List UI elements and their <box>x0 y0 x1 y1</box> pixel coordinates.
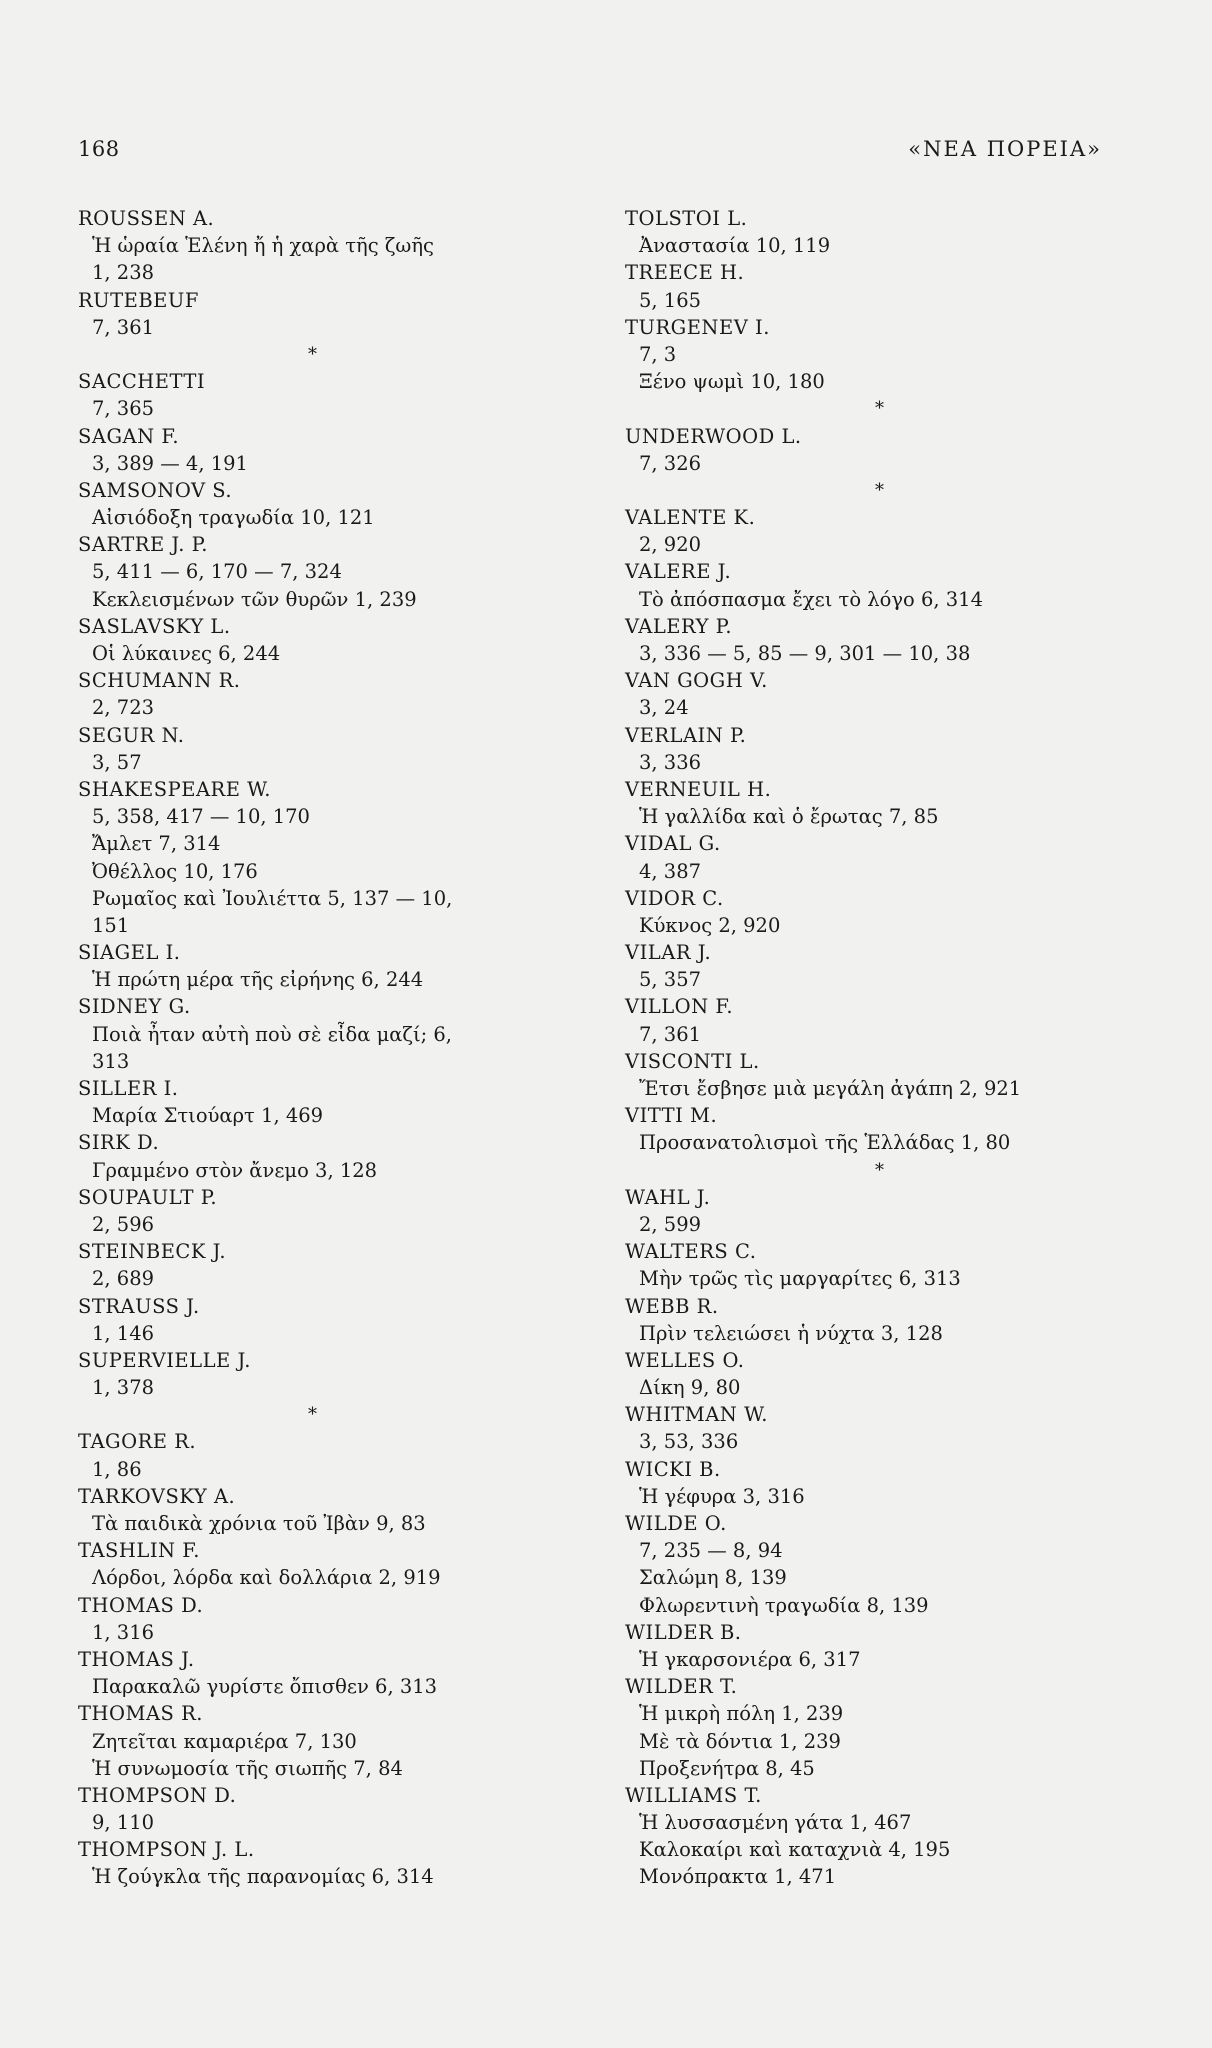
index-entry: 1, 378 <box>92 1376 155 1400</box>
index-entry: Ξένο ψωμὶ 10, 180 <box>639 370 825 394</box>
index-author: VALENTE K. <box>625 506 756 530</box>
index-entry: 3, 57 <box>92 750 142 774</box>
index-entry: 3, 336 — 5, 85 — 9, 301 — 10, 38 <box>639 642 971 665</box>
index-entry: Ἡ λυσσασμένη γάτα 1, 467 <box>639 1811 912 1835</box>
index-entry: 7, 326 <box>639 451 702 475</box>
index-entry: Ρωμαῖος καὶ Ἰουλιέττα 5, 137 — 10, <box>92 886 453 910</box>
index-entry: 1, 146 <box>92 1321 155 1345</box>
index-entry: 7, 235 — 8, 94 <box>639 1539 783 1563</box>
index-entry: Λόρδοι, λόρδα καὶ δολλάρια 2, 919 <box>92 1566 441 1590</box>
index-entry: 7, 361 <box>92 315 155 339</box>
index-author: THOMPSON J. L. <box>78 1838 255 1862</box>
index-author: VERNEUIL H. <box>625 777 772 801</box>
index-entry: 1, 238 <box>92 261 155 285</box>
index-author: SAGAN F. <box>78 424 180 448</box>
index-entry: Δίκη 9, 80 <box>639 1376 741 1400</box>
page-number: 168 <box>78 137 120 161</box>
index-entry: Ἡ συνωμοσία τῆς σιωπῆς 7, 84 <box>92 1756 403 1780</box>
index-author: THOMPSON D. <box>78 1783 237 1807</box>
index-entry: Πρὶν τελειώσει ἡ νύχτα 3, 128 <box>639 1321 943 1345</box>
index-author: WELLES O. <box>625 1348 745 1372</box>
index-author: VALERE J. <box>625 560 732 584</box>
index-author: SEGUR N. <box>78 723 185 747</box>
index-author: THOMAS R. <box>78 1702 203 1726</box>
index-author: SHAKESPEARE W. <box>78 777 271 801</box>
index-author: STEINBECK J. <box>78 1240 227 1264</box>
index-entry: 2, 599 <box>639 1212 702 1236</box>
index-entry: Ἡ ζούγκλα τῆς παρανομίας 6, 314 <box>92 1865 434 1889</box>
index-entry: Μὴν τρῶς τὶς μαργαρίτες 6, 313 <box>639 1267 961 1291</box>
index-author: WILDE O. <box>625 1512 727 1535</box>
index-entry: Ἄμλετ 7, 314 <box>92 832 221 856</box>
index-author: TASHLIN F. <box>78 1539 200 1563</box>
index-entry: Μαρία Στιούαρτ 1, 469 <box>92 1104 324 1128</box>
index-entry: Ἔτσι ἔσβησε μιὰ μεγάλη ἀγάπη 2, 921 <box>639 1077 1022 1100</box>
index-entry: 3, 53, 336 <box>639 1430 739 1454</box>
index-entry: 5, 165 <box>639 288 702 312</box>
index-entry: 7, 3 <box>639 342 677 366</box>
index-entry: Ἡ ὡραία Ἑλένη ἤ ἡ χαρὰ τῆς ζωῆς <box>92 234 434 258</box>
index-entry: 2, 920 <box>639 533 702 557</box>
index-author: TREECE H. <box>625 261 745 285</box>
index-author: SIRK D. <box>78 1131 160 1155</box>
journal-title: «ΝΕΑ ΠΟΡΕΙΑ» <box>908 137 1102 161</box>
index-entry: 2, 723 <box>92 696 155 720</box>
index-entry: Προσανατολισμοὶ τῆς Ἑλλάδας 1, 80 <box>639 1131 1011 1155</box>
index-entry: Οἱ λύκαινες 6, 244 <box>92 642 281 665</box>
index-author: RUTEBEUF <box>78 288 199 312</box>
index-author: WEBB R. <box>625 1294 719 1318</box>
index-author: VALERY P. <box>625 614 733 638</box>
index-entry: Κύκνος 2, 920 <box>639 913 781 937</box>
index-entry: Αἰσιόδοξη τραγωδία 10, 121 <box>92 506 375 530</box>
index-entry: Μονόπρακτα 1, 471 <box>639 1865 837 1889</box>
index-entry: 151 <box>92 913 130 937</box>
index-entry: 9, 110 <box>92 1811 155 1835</box>
index-author: SIAGEL I. <box>78 941 181 965</box>
index-entry: Ὀθέλλος 10, 176 <box>92 859 258 883</box>
index-entry: Ἀναστασία 10, 119 <box>639 234 831 258</box>
index-author: WILDER B. <box>625 1620 742 1644</box>
index-entry: Ἡ γαλλίδα καὶ ὁ ἔρωτας 7, 85 <box>639 805 939 829</box>
index-author: WALTERS C. <box>625 1240 757 1264</box>
index-entry: Παρακαλῶ γυρίστε ὄπισθεν 6, 313 <box>92 1675 438 1699</box>
index-entry: Κεκλεισμένων τῶν θυρῶν 1, 239 <box>92 587 417 611</box>
index-entry: 2, 689 <box>92 1267 155 1291</box>
index-author: TURGENEV I. <box>625 315 770 339</box>
index-entry: 7, 361 <box>639 1022 702 1046</box>
index-entry: Σαλώμη 8, 139 <box>639 1566 787 1590</box>
index-entry: 1, 86 <box>92 1457 142 1481</box>
index-author: VIDOR C. <box>625 886 724 910</box>
index-entry: Ἡ γκαρσονιέρα 6, 317 <box>639 1647 861 1671</box>
index-author: SUPERVIELLE J. <box>78 1348 251 1372</box>
index-author: ROUSSEN A. <box>78 207 215 230</box>
index-author: VILAR J. <box>625 941 712 965</box>
index-author: UNDERWOOD L. <box>625 424 802 448</box>
index-author: VAN GOGH V. <box>625 669 768 693</box>
page-header <box>78 137 1102 171</box>
index-column-left <box>78 205 598 1891</box>
section-separator: * <box>308 1404 317 1426</box>
index-entry: Γραμμένο στὸν ἄνεμο 3, 128 <box>92 1158 378 1182</box>
index-author: SOUPAULT P. <box>78 1185 218 1209</box>
index-author: SASLAVSKY L. <box>78 614 231 638</box>
index-column-right <box>625 205 1145 1891</box>
index-author: SCHUMANN R. <box>78 669 241 693</box>
index-entry: Μὲ τὰ δόντια 1, 239 <box>639 1729 841 1753</box>
section-separator: * <box>875 1159 884 1181</box>
index-author: SIDNEY G. <box>78 995 191 1019</box>
index-author: TOLSTOI L. <box>625 207 748 230</box>
index-entry: 3, 24 <box>639 696 689 720</box>
index-entry: Ἡ μικρὴ πόλη 1, 239 <box>639 1702 844 1726</box>
index-entry: 2, 596 <box>92 1212 155 1236</box>
index-author: SARTRE J. P. <box>78 533 208 557</box>
index-author: THOMAS J. <box>78 1647 195 1671</box>
index-entry: Τὰ παιδικὰ χρόνια τοῦ Ἰβὰν 9, 83 <box>92 1512 426 1535</box>
section-separator: * <box>308 343 317 365</box>
index-entry: Καλοκαίρι καὶ καταχνιὰ 4, 195 <box>639 1838 951 1862</box>
index-author: VILLON F. <box>625 995 734 1019</box>
index-entry: 4, 387 <box>639 859 702 883</box>
index-author: VITTI M. <box>625 1104 718 1128</box>
index-author: THOMAS D. <box>78 1593 204 1617</box>
index-entry: 3, 389 — 4, 191 <box>92 451 248 475</box>
index-author: TAGORE R. <box>78 1430 197 1454</box>
index-entry: 3, 336 <box>639 750 702 774</box>
index-author: WICKI B. <box>625 1457 721 1481</box>
index-author: SILLER I. <box>78 1077 179 1100</box>
section-separator: * <box>875 479 884 501</box>
index-author: WHITMAN W. <box>625 1403 768 1427</box>
index-entry: 1, 316 <box>92 1620 155 1644</box>
index-entry: Προξενήτρα 8, 45 <box>639 1756 815 1780</box>
index-author: SAMSONOV S. <box>78 478 233 502</box>
index-author: SACCHETTI <box>78 370 206 394</box>
index-author: STRAUSS J. <box>78 1294 200 1318</box>
index-author: WILLIAMS T. <box>625 1783 762 1807</box>
index-author: TARKOVSKY A. <box>78 1484 236 1508</box>
index-entry: Ζητεῖται καμαριέρα 7, 130 <box>92 1729 357 1753</box>
index-entry: Φλωρεντινὴ τραγωδία 8, 139 <box>639 1593 929 1617</box>
index-author: WILDER T. <box>625 1675 738 1699</box>
index-author: VISCONTI L. <box>625 1049 760 1073</box>
section-separator: * <box>875 398 884 420</box>
index-entry: 5, 358, 417 — 10, 170 <box>92 805 310 829</box>
index-author: VERLAIN P. <box>625 723 747 747</box>
index-entry: Ποιὰ ἦταν αὐτὴ ποὺ σὲ εἶδα μαζί; 6, <box>92 1022 453 1046</box>
index-author: VIDAL G. <box>625 832 721 856</box>
index-entry: Τὸ ἀπόσπασμα ἔχει τὸ λόγο 6, 314 <box>639 587 983 611</box>
index-entry: Ἡ γέφυρα 3, 316 <box>639 1484 805 1508</box>
index-entry: 5, 411 — 6, 170 — 7, 324 <box>92 560 342 584</box>
index-entry: 7, 365 <box>92 397 155 421</box>
index-entry: 313 <box>92 1049 130 1073</box>
index-entry: Ἡ πρώτη μέρα τῆς εἰρήνης 6, 244 <box>92 968 424 992</box>
index-entry: 5, 357 <box>639 968 702 992</box>
index-author: WAHL J. <box>625 1185 711 1209</box>
